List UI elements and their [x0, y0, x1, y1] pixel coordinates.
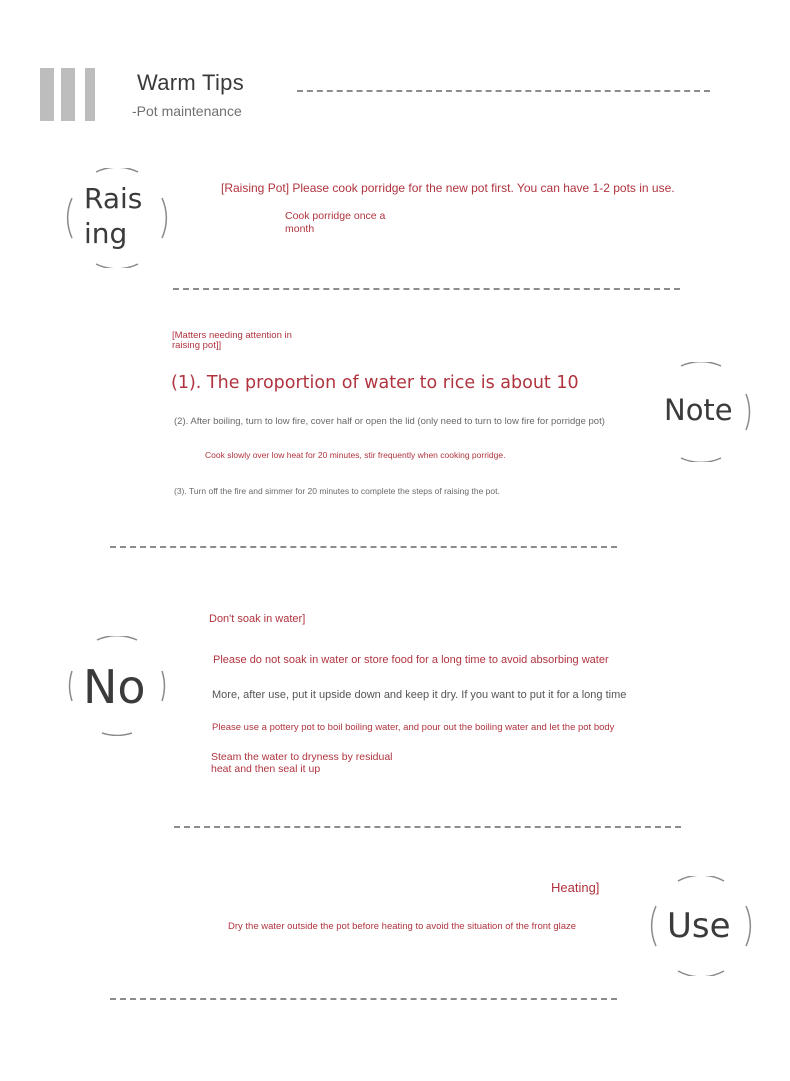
note-step-1: (1). The proportion of water to rice is about 10: [171, 373, 579, 393]
no-line-2: More, after use, put it upside down and keep it dry. If you want to put it for a long time: [212, 689, 627, 701]
note-divider: [110, 546, 617, 548]
page-subtitle: -Pot maintenance: [132, 103, 242, 119]
raising-badge-line1: Rais: [84, 182, 143, 215]
raising-intro: [Raising Pot] Please cook porridge for the new pot first. You can have 1-2 pots in use.: [221, 181, 675, 195]
raising-divider: [173, 288, 680, 290]
raising-frequency-line2: month: [285, 223, 315, 235]
header-divider: [297, 90, 710, 92]
note-step-2: (2). After boiling, turn to low fire, cover half or open the lid (only need to turn to low fire for porridge pot): [174, 416, 605, 427]
header-bar-2: [61, 68, 75, 121]
note-heading-line2: raising pot]]: [172, 340, 222, 351]
note-step-2-detail: Cook slowly over low heat for 20 minutes, stir frequently when cooking porridge.: [205, 450, 506, 460]
no-line-3: Please use a pottery pot to boil boiling water, and pour out the boiling water and let the pot body: [212, 722, 615, 733]
page-title: Warm Tips: [137, 70, 244, 95]
note-badge-label: Note: [664, 393, 733, 427]
no-line-4a: Steam the water to dryness by residual: [211, 751, 393, 763]
no-heading: Don't soak in water]: [209, 613, 306, 625]
use-divider: [110, 998, 617, 1000]
use-line-1: Dry the water outside the pot before heating to avoid the situation of the front glaze: [228, 921, 577, 932]
raising-badge-line2: ing: [84, 217, 128, 250]
note-step-3: (3). Turn off the fire and simmer for 20 minutes to complete the steps of raising the pot.: [174, 486, 500, 496]
header-bar-1: [40, 68, 54, 121]
use-badge-label: Use: [667, 906, 731, 946]
no-divider: [174, 826, 681, 828]
use-heading: Heating]: [551, 880, 600, 895]
no-badge-label: No: [83, 660, 146, 714]
raising-frequency-line1: Cook porridge once a: [285, 210, 386, 222]
no-line-4b: heat and then seal it up: [211, 763, 321, 775]
no-line-1: Please do not soak in water or store food for a long time to avoid absorbing water: [213, 654, 609, 666]
note-heading-line1: [Matters needing attention in: [172, 330, 292, 341]
header-bar-3: [85, 68, 95, 121]
